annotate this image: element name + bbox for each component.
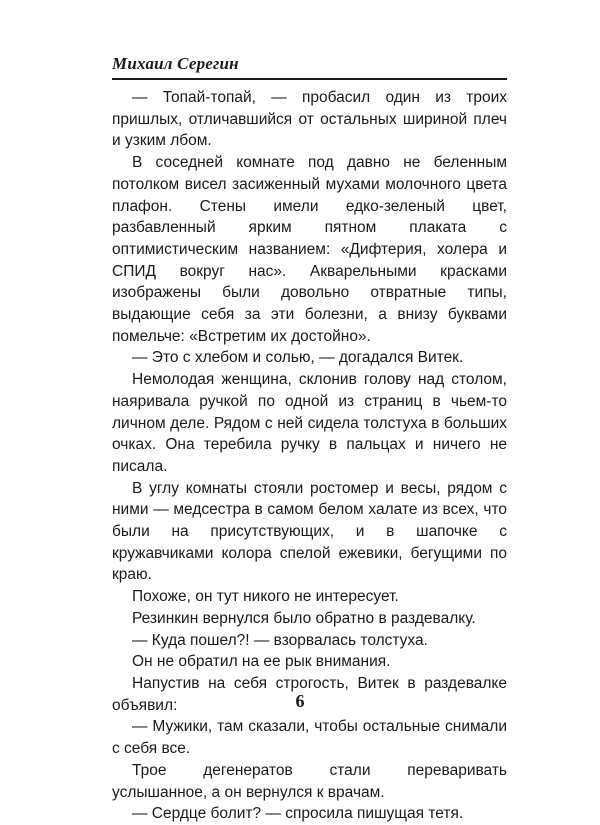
paragraph: — Это с хлебом и солью, — догадался Витек. [132,349,464,367]
header-divider [112,78,507,80]
page-body-text [112,87,507,825]
paragraph: — Сердце болит? — спросила пишущая тетя. [132,805,464,823]
paragraph: В соседней комнате под давно не беленным потолком висел засиженный мухами молочного цвета плафон. Стены имели едко-зеленый цвет, разбавленный ярким пятном плаката с оптимистическим названием: «Дифтерия, холера и СПИД вокруг нас». Акварельными красками изображены были довольно отвратные типы, выдающие себя за эти болезни, а внизу буквами помельче: «Встретим их достойно». [112,154,507,345]
paragraph: Он не обратил на ее рык внимания. [132,653,391,671]
paragraph: В углу комнаты стояли ростомер и весы, рядом с ними — медсестра в самом белом халате из всех, что были на присутствующих, и в шапочке с кружавчиками колора спелой ежевики, бегущими по краю. [112,479,507,584]
paragraph: Немолодая женщина, склонив голову над столом, наяривала ручкой по одной из страниц в чьем-то личном деле. Рядом с ней сидела толстуха в больших очках. Она теребила ручку в пальцах и ничего не писала. [112,371,507,475]
running-header-author: Михаил Серегин [112,54,239,73]
paragraph: Похоже, он тут никого не интересует. [132,588,399,606]
paragraph: — Мужики, там сказали, чтобы остальные снимали с себя все. [112,718,507,758]
page-number: 6 [295,691,305,711]
paragraph: — Топай-топай, — пробасил один из троих пришлых, отличавшийся от остальных шириной плеч и узким лбом. [112,89,507,150]
paragraph: Трое дегенератов стали переваривать услышанное, а он вернулся к врачам. [112,761,507,801]
paragraph: Напустив на себя строгость, Витек в раздевалке объявил: [112,674,507,714]
paragraph: — Куда пошел?! — взорвалась толстуха. [132,631,428,649]
paragraph: Резинкин вернулся было обратно в раздевалку. [132,609,476,627]
